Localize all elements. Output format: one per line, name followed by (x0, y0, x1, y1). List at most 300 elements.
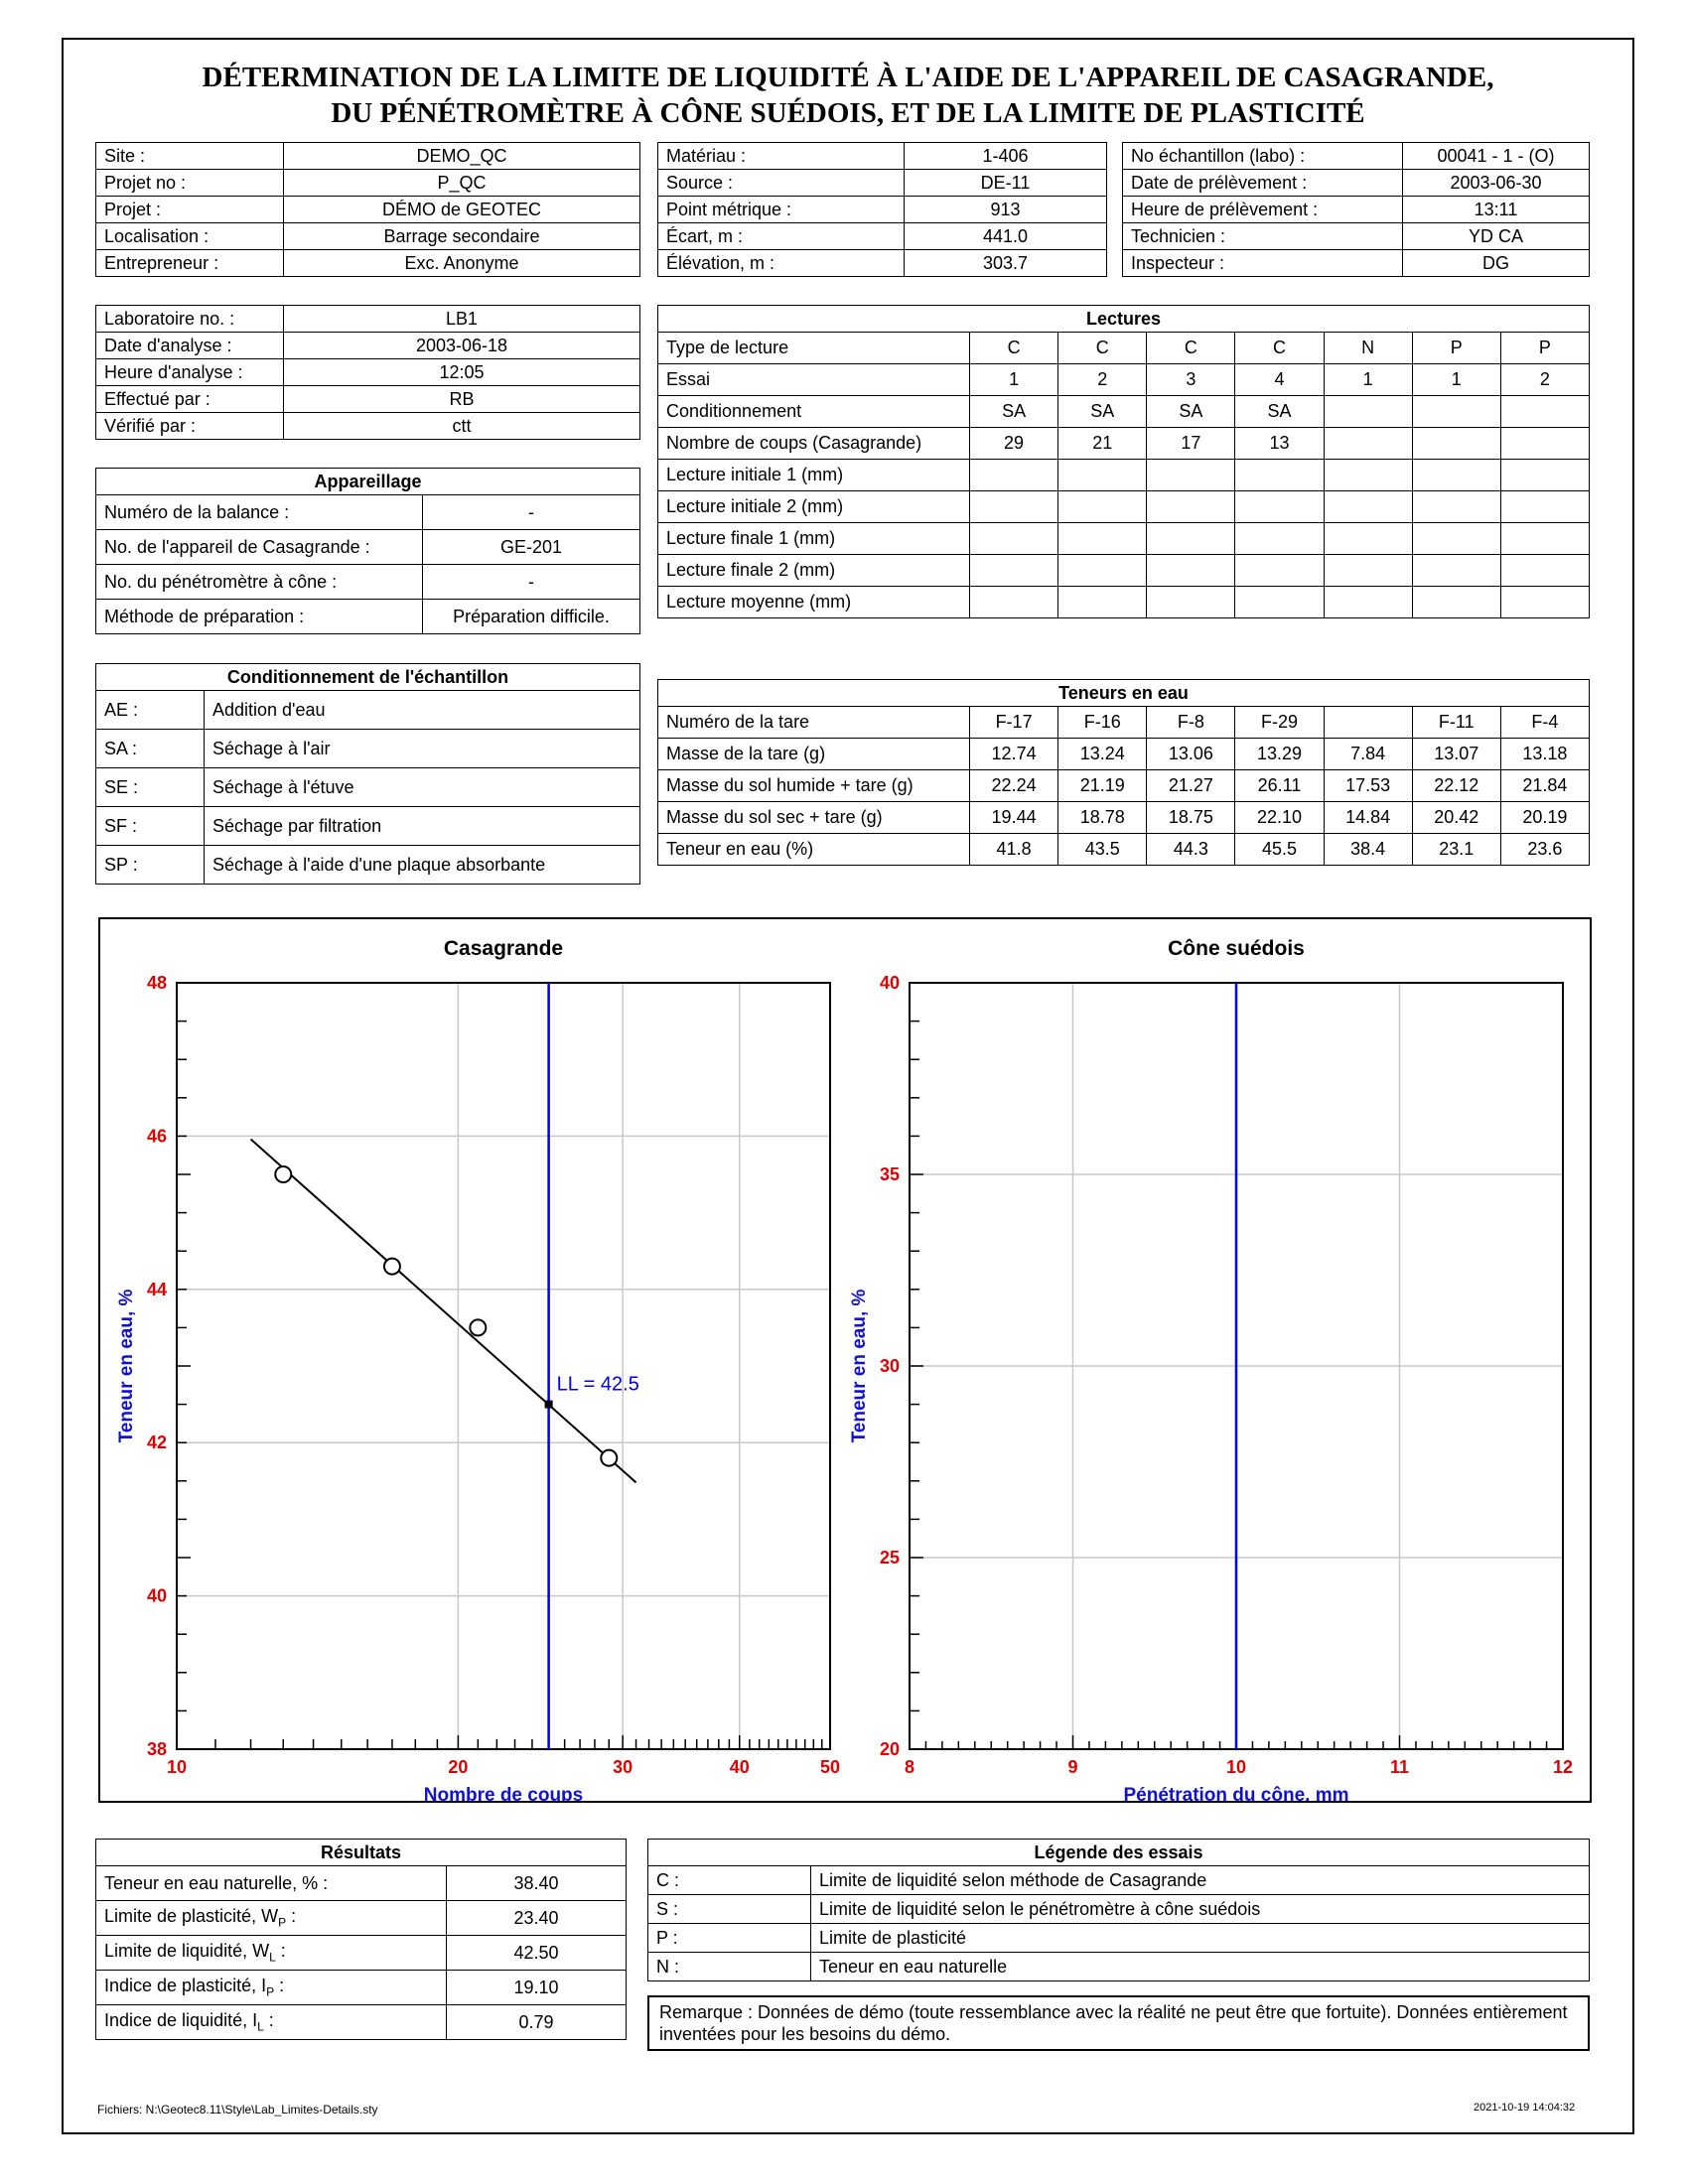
row-label: Matériau : (658, 143, 905, 170)
table-cell: 3 (1147, 364, 1235, 396)
row-label: Projet : (96, 197, 284, 223)
table-cell: SA (1058, 396, 1147, 428)
table-cell: 45.5 (1235, 834, 1324, 866)
table-cell: 17 (1147, 428, 1235, 460)
x-tick-label: 12 (1552, 1757, 1574, 1777)
table-row (96, 2005, 627, 2040)
table-cell: 13 (1235, 428, 1324, 460)
table-row (658, 364, 1590, 396)
table-row (96, 1866, 627, 1901)
x-tick-label: 50 (819, 1757, 841, 1777)
title-line-1: DÉTERMINATION DE LA LIMITE DE LIQUIDITÉ À L'AIDE DE L'APPAREIL DE CASAGRANDE, (202, 62, 1494, 93)
row-value: 303.7 (905, 250, 1107, 277)
row-label: Masse de la tare (g) (658, 739, 970, 770)
table-cell: 21.84 (1500, 770, 1589, 802)
appareillage-table (95, 468, 640, 634)
table-cell (1412, 587, 1500, 618)
table-cell (1500, 428, 1589, 460)
result-label: Limite de liquidité, W (104, 1941, 270, 1962)
row-value: 913 (905, 197, 1107, 223)
table-cell: 13.18 (1500, 739, 1589, 770)
table-cell: 41.8 (970, 834, 1058, 866)
row-label: C : (648, 1866, 811, 1895)
result-label: Indice de liquidité, I (104, 2010, 258, 2031)
table-cell: P (1412, 333, 1500, 364)
table-row (658, 396, 1590, 428)
table-cell: 18.78 (1058, 802, 1147, 834)
table-row (96, 530, 640, 565)
table-row (1123, 223, 1590, 250)
table-cell (1147, 491, 1235, 523)
row-label: N : (648, 1953, 811, 1981)
row-label: No échantillon (labo) : (1123, 143, 1403, 170)
table-row (1123, 197, 1590, 223)
row-label (96, 1866, 447, 1901)
row-label: Conditionnement (658, 396, 970, 428)
table-cell: F-17 (970, 707, 1058, 739)
page-title (62, 60, 1634, 131)
table-cell: 21.27 (1147, 770, 1235, 802)
colon: : (274, 1976, 285, 1996)
colon: : (275, 1941, 286, 1962)
table-cell: C (1147, 333, 1235, 364)
row-label: Heure d'analyse : (96, 359, 284, 386)
row-value: Barrage secondaire (284, 223, 640, 250)
table-row (96, 565, 640, 600)
row-label: Masse du sol humide + tare (g) (658, 770, 970, 802)
table-row (96, 197, 640, 223)
x-tick-label: 10 (166, 1757, 188, 1777)
row-label: Point métrique : (658, 197, 905, 223)
table-cell (1235, 523, 1324, 555)
row-value: 441.0 (905, 223, 1107, 250)
table-cell (1324, 460, 1412, 491)
row-value: 2003-06-30 (1403, 170, 1590, 197)
table-row (96, 143, 640, 170)
row-value: Exc. Anonyme (284, 250, 640, 277)
row-value: DEMO_QC (284, 143, 640, 170)
table-row (1123, 143, 1590, 170)
row-value: Teneur en eau naturelle (811, 1953, 1590, 1981)
table-cell: 1 (970, 364, 1058, 396)
table-row (1123, 250, 1590, 277)
result-label-subscript: P (278, 1915, 287, 1930)
table-cell (1058, 491, 1147, 523)
row-label: Entrepreneur : (96, 250, 284, 277)
teneurs-table (657, 679, 1590, 866)
row-label: Technicien : (1123, 223, 1403, 250)
row-label: Lecture initiale 2 (mm) (658, 491, 970, 523)
table-row (658, 491, 1590, 523)
x-tick-label: 20 (448, 1757, 469, 1777)
footer-files: Fichiers: N:\Geotec8.11\Style\Lab_Limites-Details.sty (97, 2103, 378, 2116)
row-label: Vérifié par : (96, 413, 284, 440)
table-cell: P (1500, 333, 1589, 364)
table-title: Teneurs en eau (658, 680, 1590, 707)
result-label-subscript: L (257, 2019, 264, 2034)
colon: : (286, 1906, 297, 1927)
y-tick-label: 40 (146, 1585, 167, 1606)
table-cell (1147, 555, 1235, 587)
table-cell: 2 (1500, 364, 1589, 396)
table-cell (1324, 587, 1412, 618)
resultats-table (95, 1839, 627, 2040)
row-value: 13:11 (1403, 197, 1590, 223)
row-label: Site : (96, 143, 284, 170)
row-label: SP : (96, 846, 205, 885)
sample-info-table (1122, 142, 1590, 277)
row-value: Limite de plasticité (811, 1924, 1590, 1953)
result-label-subscript: L (269, 1950, 276, 1965)
row-label (96, 1901, 447, 1936)
y-tick-label: 40 (879, 973, 900, 993)
table-row (96, 250, 640, 277)
row-value: YD CA (1403, 223, 1590, 250)
row-label: Numéro de la balance : (96, 495, 423, 530)
row-value: P_QC (284, 170, 640, 197)
table-cell: 43.5 (1058, 834, 1147, 866)
table-cell: SA (970, 396, 1058, 428)
table-cell: 12.74 (970, 739, 1058, 770)
table-cell (1235, 555, 1324, 587)
charts-panel (98, 917, 1592, 1803)
result-label: Teneur en eau naturelle, % : (104, 1872, 329, 1893)
colon: : (263, 2010, 274, 2031)
row-label: Écart, m : (658, 223, 905, 250)
row-label: Nombre de coups (Casagrande) (658, 428, 970, 460)
table-cell (1147, 460, 1235, 491)
fit-line (251, 1139, 636, 1482)
row-value: 19.10 (447, 1971, 627, 2005)
table-row (96, 807, 640, 846)
x-tick-label: 8 (904, 1757, 915, 1777)
table-cell: 1 (1412, 364, 1500, 396)
x-tick-label: 30 (613, 1757, 633, 1777)
row-value: - (423, 495, 640, 530)
table-cell: 13.07 (1412, 739, 1500, 770)
ll-marker (545, 1401, 553, 1409)
table-cell: 29 (970, 428, 1058, 460)
table-cell: 19.44 (970, 802, 1058, 834)
table-row (658, 197, 1107, 223)
table-cell (1500, 555, 1589, 587)
table-row (96, 768, 640, 807)
table-row (658, 460, 1590, 491)
y-tick-label: 46 (146, 1126, 167, 1147)
table-row (658, 143, 1107, 170)
row-label: Localisation : (96, 223, 284, 250)
table-row (96, 223, 640, 250)
x-tick-label: 10 (1225, 1757, 1247, 1777)
table-cell (1412, 555, 1500, 587)
y-tick-label: 25 (879, 1548, 900, 1568)
table-cell (1324, 707, 1412, 739)
row-label: Masse du sol sec + tare (g) (658, 802, 970, 834)
table-cell (1058, 523, 1147, 555)
x-axis-label: Pénétration du cône, mm (1123, 1785, 1349, 1801)
table-cell (1500, 396, 1589, 428)
table-cell (1235, 491, 1324, 523)
table-cell: 13.06 (1147, 739, 1235, 770)
table-row (96, 846, 640, 885)
row-label: SA : (96, 730, 205, 768)
table-cell (970, 491, 1058, 523)
table-row (96, 359, 640, 386)
title-line-2: DU PÉNÉTROMÈTRE À CÔNE SUÉDOIS, ET DE LA LIMITE DE PLASTICITÉ (331, 97, 1365, 129)
table-cell: N (1324, 333, 1412, 364)
table-cell: 20.19 (1500, 802, 1589, 834)
table-row (658, 739, 1590, 770)
row-value: 12:05 (284, 359, 640, 386)
table-cell: C (1058, 333, 1147, 364)
row-label: Effectué par : (96, 386, 284, 413)
table-cell: 22.24 (970, 770, 1058, 802)
remarque-box: Remarque : Données de démo (toute ressemblance avec la réalité ne peut être que fortuite). Données entièrement inventées pour les besoins du démo. (647, 1995, 1590, 2051)
row-value: 42.50 (447, 1936, 627, 1971)
table-cell: 22.12 (1412, 770, 1500, 802)
table-cell (970, 555, 1058, 587)
row-label: Projet no : (96, 170, 284, 197)
table-row (658, 250, 1107, 277)
table-row (96, 1901, 627, 1936)
lab-info-table (95, 305, 640, 440)
row-label: Lecture finale 2 (mm) (658, 555, 970, 587)
row-label: Lecture moyenne (mm) (658, 587, 970, 618)
table-cell: F-29 (1235, 707, 1324, 739)
table-row (648, 1924, 1590, 1953)
row-value: RB (284, 386, 640, 413)
data-point (470, 1319, 486, 1335)
table-cell: 4 (1235, 364, 1324, 396)
row-value: 00041 - 1 - (O) (1403, 143, 1590, 170)
row-value: GE-201 (423, 530, 640, 565)
table-cell (1058, 587, 1147, 618)
table-cell: F-11 (1412, 707, 1500, 739)
table-cell (1324, 396, 1412, 428)
row-label: No. du pénétromètre à cône : (96, 565, 423, 600)
table-row (96, 333, 640, 359)
row-label: P : (648, 1924, 811, 1953)
footer-timestamp: 2021-10-19 14:04:32 (1474, 2102, 1576, 2114)
table-cell (1500, 587, 1589, 618)
table-cell (1412, 491, 1500, 523)
table-cell: 13.29 (1235, 739, 1324, 770)
y-tick-label: 35 (879, 1164, 900, 1184)
table-row (658, 555, 1590, 587)
table-row (658, 333, 1590, 364)
table-cell: 2 (1058, 364, 1147, 396)
row-value: Séchage à l'aide d'une plaque absorbante (205, 846, 640, 885)
data-point (384, 1259, 400, 1275)
row-value: - (423, 565, 640, 600)
table-row (96, 730, 640, 768)
conditionnement-table (95, 663, 640, 885)
row-value: Limite de liquidité selon méthode de Casagrande (811, 1866, 1590, 1895)
row-label: No. de l'appareil de Casagrande : (96, 530, 423, 565)
table-cell: 21 (1058, 428, 1147, 460)
row-label: Source : (658, 170, 905, 197)
table-row (648, 1866, 1590, 1895)
table-cell (1235, 587, 1324, 618)
table-cell: SA (1147, 396, 1235, 428)
legende-table (647, 1839, 1590, 1981)
chart-title: Cône suédois (1168, 937, 1305, 960)
table-cell: C (1235, 333, 1324, 364)
table-title: Conditionnement de l'échantillon (96, 664, 640, 691)
table-cell: 38.4 (1324, 834, 1412, 866)
chart-title: Casagrande (443, 937, 564, 960)
table-title: Appareillage (96, 469, 640, 495)
table-row (96, 691, 640, 730)
table-cell (1147, 523, 1235, 555)
table-cell: 7.84 (1324, 739, 1412, 770)
result-label: Indice de plasticité, I (104, 1976, 267, 1996)
table-row (96, 1971, 627, 2005)
row-value: 23.40 (447, 1901, 627, 1936)
table-cell (1058, 460, 1147, 491)
table-cell: F-16 (1058, 707, 1147, 739)
y-tick-label: 48 (146, 973, 167, 993)
y-axis-label: Teneur en eau, % (116, 1289, 137, 1443)
table-row (96, 413, 640, 440)
table-cell (1324, 555, 1412, 587)
table-row (96, 600, 640, 634)
lectures-table (657, 305, 1590, 618)
table-cell: F-8 (1147, 707, 1235, 739)
table-row (658, 770, 1590, 802)
data-point (601, 1450, 617, 1466)
row-value: 2003-06-18 (284, 333, 640, 359)
table-title: Lectures (658, 306, 1590, 333)
row-label (96, 1936, 447, 1971)
table-row (96, 170, 640, 197)
row-value: LB1 (284, 306, 640, 333)
y-tick-label: 30 (879, 1356, 900, 1376)
table-cell: 26.11 (1235, 770, 1324, 802)
table-row (658, 223, 1107, 250)
table-cell (970, 523, 1058, 555)
row-value: Préparation difficile. (423, 600, 640, 634)
material-info-table (657, 142, 1107, 277)
y-tick-label: 20 (879, 1739, 900, 1759)
table-cell: SA (1235, 396, 1324, 428)
table-title: Légende des essais (648, 1840, 1590, 1866)
y-tick-label: 42 (146, 1433, 167, 1453)
table-cell (1324, 428, 1412, 460)
row-label: Date d'analyse : (96, 333, 284, 359)
table-cell (1412, 460, 1500, 491)
row-value: Addition d'eau (205, 691, 640, 730)
table-cell (1324, 523, 1412, 555)
row-value: DE-11 (905, 170, 1107, 197)
data-point (275, 1166, 291, 1182)
row-label: Numéro de la tare (658, 707, 970, 739)
x-axis-label: Nombre de coups (423, 1785, 584, 1801)
row-value: 0.79 (447, 2005, 627, 2040)
y-tick-label: 44 (146, 1279, 167, 1299)
table-cell (1412, 523, 1500, 555)
x-tick-label: 40 (729, 1757, 750, 1777)
row-label: Lecture initiale 1 (mm) (658, 460, 970, 491)
table-row (658, 428, 1590, 460)
table-cell: 14.84 (1324, 802, 1412, 834)
table-cell (1500, 460, 1589, 491)
row-label: Élévation, m : (658, 250, 905, 277)
table-cell: 1 (1324, 364, 1412, 396)
row-label: Essai (658, 364, 970, 396)
row-value: Séchage à l'étuve (205, 768, 640, 807)
row-value: 1-406 (905, 143, 1107, 170)
row-label: SE : (96, 768, 205, 807)
result-label: Limite de plasticité, W (104, 1906, 279, 1927)
x-tick-label: 11 (1389, 1757, 1410, 1777)
row-value: 38.40 (447, 1866, 627, 1901)
plot-frame (177, 983, 830, 1749)
row-label: Type de lecture (658, 333, 970, 364)
table-cell: 20.42 (1412, 802, 1500, 834)
table-row (648, 1895, 1590, 1924)
row-label (96, 2005, 447, 2040)
table-cell: 13.24 (1058, 739, 1147, 770)
table-cell: 23.1 (1412, 834, 1500, 866)
table-cell (1412, 396, 1500, 428)
table-cell (1235, 460, 1324, 491)
row-value: DG (1403, 250, 1590, 277)
table-row (96, 386, 640, 413)
table-row (1123, 170, 1590, 197)
table-cell: 23.6 (1500, 834, 1589, 866)
row-value: ctt (284, 413, 640, 440)
table-row (658, 170, 1107, 197)
site-info-table (95, 142, 640, 277)
row-value: Séchage par filtration (205, 807, 640, 846)
table-row (658, 802, 1590, 834)
table-row (96, 1936, 627, 1971)
table-cell (970, 460, 1058, 491)
table-row (658, 707, 1590, 739)
row-label: Laboratoire no. : (96, 306, 284, 333)
row-label: Date de prélèvement : (1123, 170, 1403, 197)
table-row (658, 587, 1590, 618)
row-label: S : (648, 1895, 811, 1924)
table-row (658, 523, 1590, 555)
table-title: Résultats (96, 1840, 627, 1866)
result-label-subscript: P (266, 1984, 275, 1999)
charts-svg (100, 919, 1590, 1801)
table-cell: 18.75 (1147, 802, 1235, 834)
row-label: Heure de prélèvement : (1123, 197, 1403, 223)
table-cell (1324, 491, 1412, 523)
row-label: Teneur en eau (%) (658, 834, 970, 866)
row-label: Lecture finale 1 (mm) (658, 523, 970, 555)
row-label: Inspecteur : (1123, 250, 1403, 277)
row-label (96, 1971, 447, 2005)
table-row (96, 306, 640, 333)
table-row (658, 834, 1590, 866)
y-axis-label: Teneur en eau, % (849, 1289, 870, 1443)
table-cell (1147, 587, 1235, 618)
table-cell (1500, 491, 1589, 523)
table-cell (970, 587, 1058, 618)
table-cell (1500, 523, 1589, 555)
row-value: Séchage à l'air (205, 730, 640, 768)
x-tick-label: 9 (1067, 1757, 1078, 1777)
row-value: Limite de liquidité selon le pénétromètre à cône suédois (811, 1895, 1590, 1924)
table-cell: 17.53 (1324, 770, 1412, 802)
table-cell: F-4 (1500, 707, 1589, 739)
row-value: DÉMO de GEOTEC (284, 197, 640, 223)
table-row (648, 1953, 1590, 1981)
